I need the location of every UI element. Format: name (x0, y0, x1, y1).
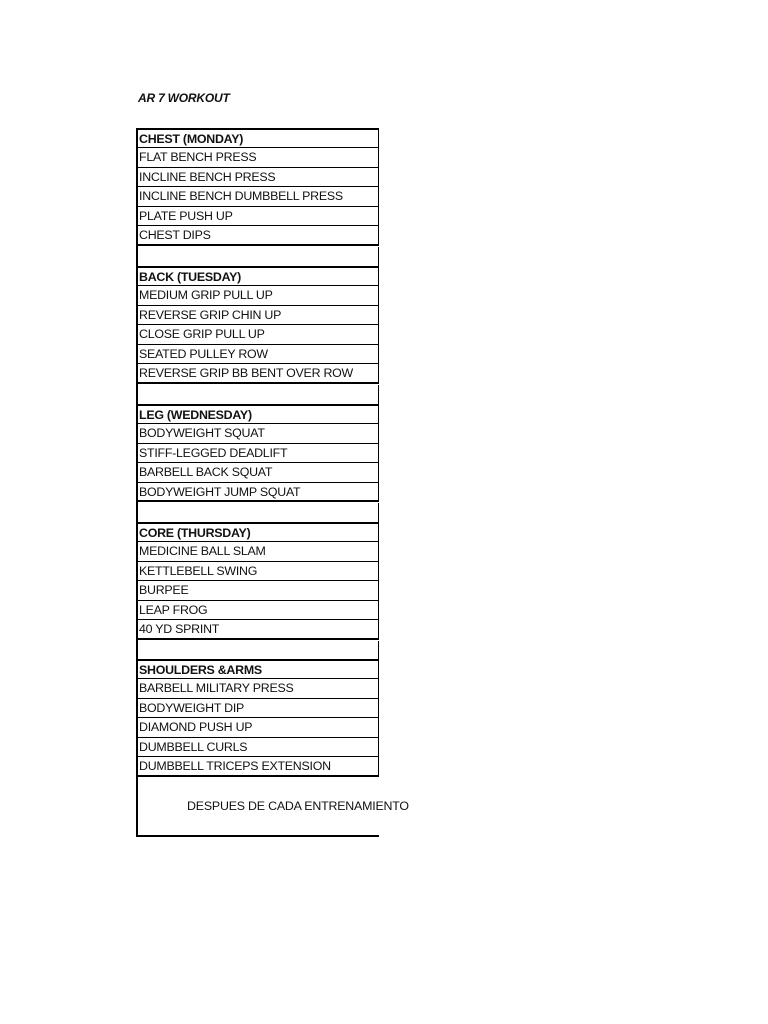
section-leg (138, 404, 379, 502)
footer-note: DESPUES DE CADA ENTRENAMIENTO (187, 799, 409, 813)
exercise-row: INCLINE BENCH PRESS (138, 168, 379, 188)
section-header: BACK (TUESDAY) (138, 266, 379, 286)
section-header: LEG (WEDNESDAY) (138, 404, 379, 424)
exercise-row: SEATED PULLEY ROW (138, 345, 379, 365)
exercise-row: DUMBBELL TRICEPS EXTENSION (138, 757, 379, 777)
spacer-row (138, 247, 379, 266)
section-chest (138, 128, 379, 246)
exercise-row: BODYWEIGHT DIP (138, 699, 379, 719)
exercise-row: STIFF-LEGGED DEADLIFT (138, 444, 379, 464)
exercise-row: INCLINE BENCH DUMBBELL PRESS (138, 187, 379, 207)
exercise-row: DUMBBELL CURLS (138, 738, 379, 758)
exercise-row: CLOSE GRIP PULL UP (138, 325, 379, 345)
exercise-row: BARBELL MILITARY PRESS (138, 679, 379, 699)
section-header: CORE (THURSDAY) (138, 522, 379, 542)
section-shoulders-arms (138, 659, 379, 777)
exercise-row: REVERSE GRIP CHIN UP (138, 306, 379, 326)
exercise-row: BARBELL BACK SQUAT (138, 463, 379, 483)
exercise-row: LEAP FROG (138, 601, 379, 621)
workout-table (136, 128, 409, 837)
exercise-row: 40 YD SPRINT (138, 620, 379, 640)
spacer-row (138, 641, 379, 660)
section-header: CHEST (MONDAY) (138, 128, 379, 148)
spacer-row (138, 385, 379, 404)
footer-note-box (138, 778, 409, 837)
exercise-row: MEDIUM GRIP PULL UP (138, 286, 379, 306)
exercise-row: CHEST DIPS (138, 226, 379, 246)
spacer-row (138, 503, 379, 522)
exercise-row: REVERSE GRIP BB BENT OVER ROW (138, 364, 379, 384)
exercise-row: MEDICINE BALL SLAM (138, 542, 379, 562)
exercise-row: BODYWEIGHT SQUAT (138, 424, 379, 444)
section-core (138, 522, 379, 640)
exercise-row: KETTLEBELL SWING (138, 562, 379, 582)
exercise-row: FLAT BENCH PRESS (138, 148, 379, 168)
section-header: SHOULDERS &ARMS (138, 659, 379, 679)
exercise-row: PLATE PUSH UP (138, 207, 379, 227)
exercise-row: BURPEE (138, 581, 379, 601)
exercise-row: DIAMOND PUSH UP (138, 718, 379, 738)
exercise-row: BODYWEIGHT JUMP SQUAT (138, 483, 379, 503)
section-back (138, 266, 379, 384)
document-title: AR 7 WORKOUT (138, 91, 230, 105)
